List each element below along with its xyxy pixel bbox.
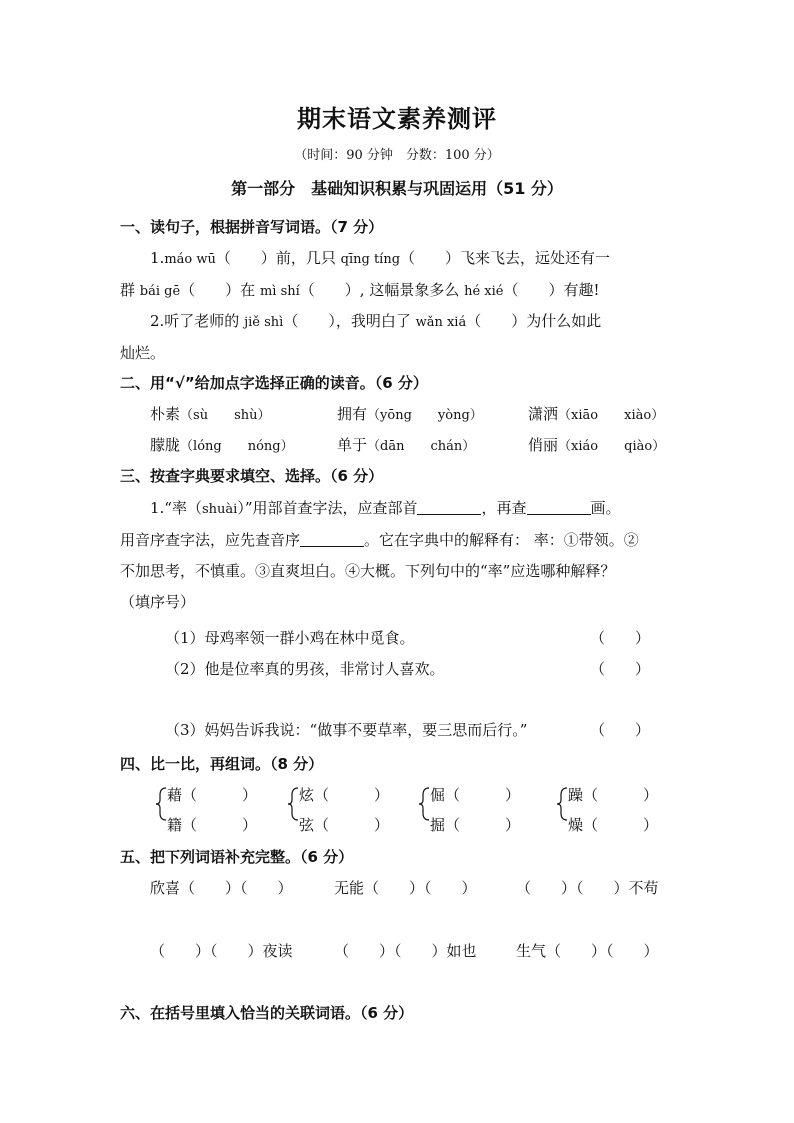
text: 1.“率（: [150, 499, 202, 517]
pinyin-option: xiào: [624, 408, 652, 423]
pinyin-option: nóng: [247, 439, 281, 454]
pinyin: qīng tíng: [340, 252, 401, 267]
pinyin: hé xié: [464, 284, 504, 299]
compare-char: [430, 785, 520, 805]
pinyin: wǎn xiá: [415, 315, 467, 330]
char: 倔: [430, 786, 446, 804]
compare-char: [568, 785, 658, 805]
text: （ ），我明白了: [283, 312, 416, 330]
answer-paren[interactable]: （ ）: [583, 816, 659, 834]
part-heading: 第一部分 基础知识积累与巩固运用（51 分）: [231, 179, 563, 198]
text: 画。: [590, 499, 621, 517]
pinyin-option: lóng: [193, 439, 222, 454]
section-4-heading: 四、比一比，再组词。（8 分）: [120, 755, 324, 773]
text: （ ）飞来飞去，远处还有一: [400, 249, 611, 267]
brace-icon: [287, 787, 299, 821]
compare-char: [299, 785, 389, 805]
char: 弦: [299, 816, 315, 834]
word: 潇洒: [528, 405, 559, 423]
stroke-blank[interactable]: [527, 500, 591, 515]
pronunciation-item: 俏丽（xiáo qiào）: [528, 436, 666, 454]
answer-paren[interactable]: （ ）: [590, 660, 651, 678]
text: 。它在字典中的解释有： 率：①带领。②: [364, 531, 639, 549]
text: （ ）有趣!: [503, 281, 600, 299]
pinyin-option: yòng: [437, 408, 470, 423]
section-1-line-2: [120, 280, 600, 302]
text: 1.: [150, 249, 165, 267]
answer-paren[interactable]: （ ）: [590, 721, 651, 739]
idiom-item[interactable]: （ ）（ ）夜读: [150, 942, 293, 960]
brace-icon: [155, 787, 167, 821]
pinyin: bái gē: [139, 284, 181, 299]
pronunciation-item: 拥有（yōng yòng）: [337, 405, 483, 423]
char: 掘: [430, 816, 446, 834]
answer-paren[interactable]: （ ）: [445, 786, 521, 804]
answer-paren[interactable]: （ ）: [583, 786, 659, 804]
pinyin: máo wū: [164, 252, 216, 267]
page-title: 期末语文素养测评: [297, 105, 497, 133]
pinyin-option: dān: [380, 439, 405, 454]
word: 俏丽: [528, 436, 559, 454]
answer-paren[interactable]: （ ）: [445, 816, 521, 834]
idiom-item[interactable]: 欣喜（ ）（ ）: [150, 879, 293, 897]
section-1-line-3: [150, 311, 601, 333]
pronunciation-item: 潇洒（xiāo xiào）: [528, 405, 665, 423]
idiom-item[interactable]: （ ）（ ）如也: [334, 942, 477, 960]
pronunciation-item: 朴素（sù shù）: [150, 405, 271, 423]
pinyin-option: xiáo: [571, 439, 599, 454]
compare-char: [167, 815, 257, 835]
answer-paren[interactable]: （ ）: [314, 816, 390, 834]
initial-blank[interactable]: [300, 532, 364, 547]
text: 用音序查字法，应先查音序: [120, 531, 301, 549]
question-1: （1）母鸡率领一群小鸡在林中觅食。: [165, 629, 415, 647]
text: ）”用部首查字法，应查部首: [237, 499, 418, 517]
pinyin: shuài: [201, 502, 238, 517]
pinyin-option: xiāo: [571, 408, 599, 423]
answer-paren[interactable]: （ ）: [182, 786, 258, 804]
answer-paren[interactable]: （ ）: [590, 629, 651, 647]
brace-icon: [556, 787, 568, 821]
section-1-line-1: [150, 248, 610, 270]
char: 籍: [167, 816, 183, 834]
pronunciation-item: 单于（dān chán）: [337, 436, 476, 454]
text: （ ）为什么如此: [466, 312, 602, 330]
pinyin-option: sù: [193, 408, 209, 423]
brace-icon: [418, 787, 430, 821]
section-3-line-1: [150, 498, 621, 520]
section-6-heading: 六、在括号里填入恰当的关联词语。（6 分）: [120, 1004, 414, 1022]
answer-paren[interactable]: （ ）: [182, 816, 258, 834]
radical-blank[interactable]: [417, 500, 481, 515]
answer-paren[interactable]: （ ）: [314, 786, 390, 804]
pinyin-option: yōng: [380, 408, 412, 423]
question-3: （3）妈妈告诉我说：“做事不要草率，要三思而后行。”: [165, 721, 528, 739]
text: （ ）, 这幅景象多么: [299, 281, 465, 299]
char: 炫: [299, 786, 315, 804]
text: 群: [120, 281, 140, 299]
section-2-heading: 二、用“√”给加点字选择正确的读音。（6 分）: [120, 374, 428, 392]
word: 朴素: [150, 405, 181, 423]
text: 2.听了老师的: [150, 312, 245, 330]
text: （ ）前，几只: [215, 249, 341, 267]
section-1-line-4: 灿烂。: [120, 344, 166, 362]
word: 拥有: [337, 405, 368, 423]
pinyin: jiě shì: [244, 315, 284, 330]
pronunciation-item: 朦胧（lóng nóng）: [150, 436, 294, 454]
idiom-item[interactable]: 生气（ ）（ ）: [516, 942, 659, 960]
pinyin: mì shí: [259, 284, 300, 299]
question-2: （2）他是位率真的男孩，非常讨人喜欢。: [165, 660, 445, 678]
compare-char: [299, 815, 389, 835]
word: 朦胧: [150, 436, 181, 454]
section-3-line-2: [120, 530, 639, 550]
text: （ ）在: [180, 281, 260, 299]
idiom-item[interactable]: （ ）（ ）不苟: [516, 879, 659, 897]
pinyin-option: qiào: [624, 439, 653, 454]
compare-char: [568, 815, 658, 835]
section-3-line-3: 不加思考，不慎重。③直爽坦白。④大概。下列句中的“率”应选哪种解释？: [120, 562, 616, 580]
section-1-heading: 一、读句子，根据拼音写词语。（7 分）: [120, 218, 384, 236]
word: 单于: [337, 436, 368, 454]
compare-char: [430, 815, 520, 835]
text: ，再查: [481, 499, 527, 517]
char: 藉: [167, 786, 183, 804]
char: 躁: [568, 786, 584, 804]
compare-char: [167, 785, 257, 805]
section-3-heading: 三、按查字典要求填空、选择。（6 分）: [120, 467, 384, 485]
idiom-item[interactable]: 无能（ ）（ ）: [334, 879, 477, 897]
exam-info: （时间：90 分钟 分数：100 分）: [294, 148, 500, 163]
section-3-line-4: （填序号）: [120, 593, 196, 611]
section-5-heading: 五、把下列词语补充完整。（6 分）: [120, 848, 354, 866]
char: 燥: [568, 816, 584, 834]
pinyin-option: chán: [430, 439, 463, 454]
pinyin-option: shù: [234, 408, 258, 423]
